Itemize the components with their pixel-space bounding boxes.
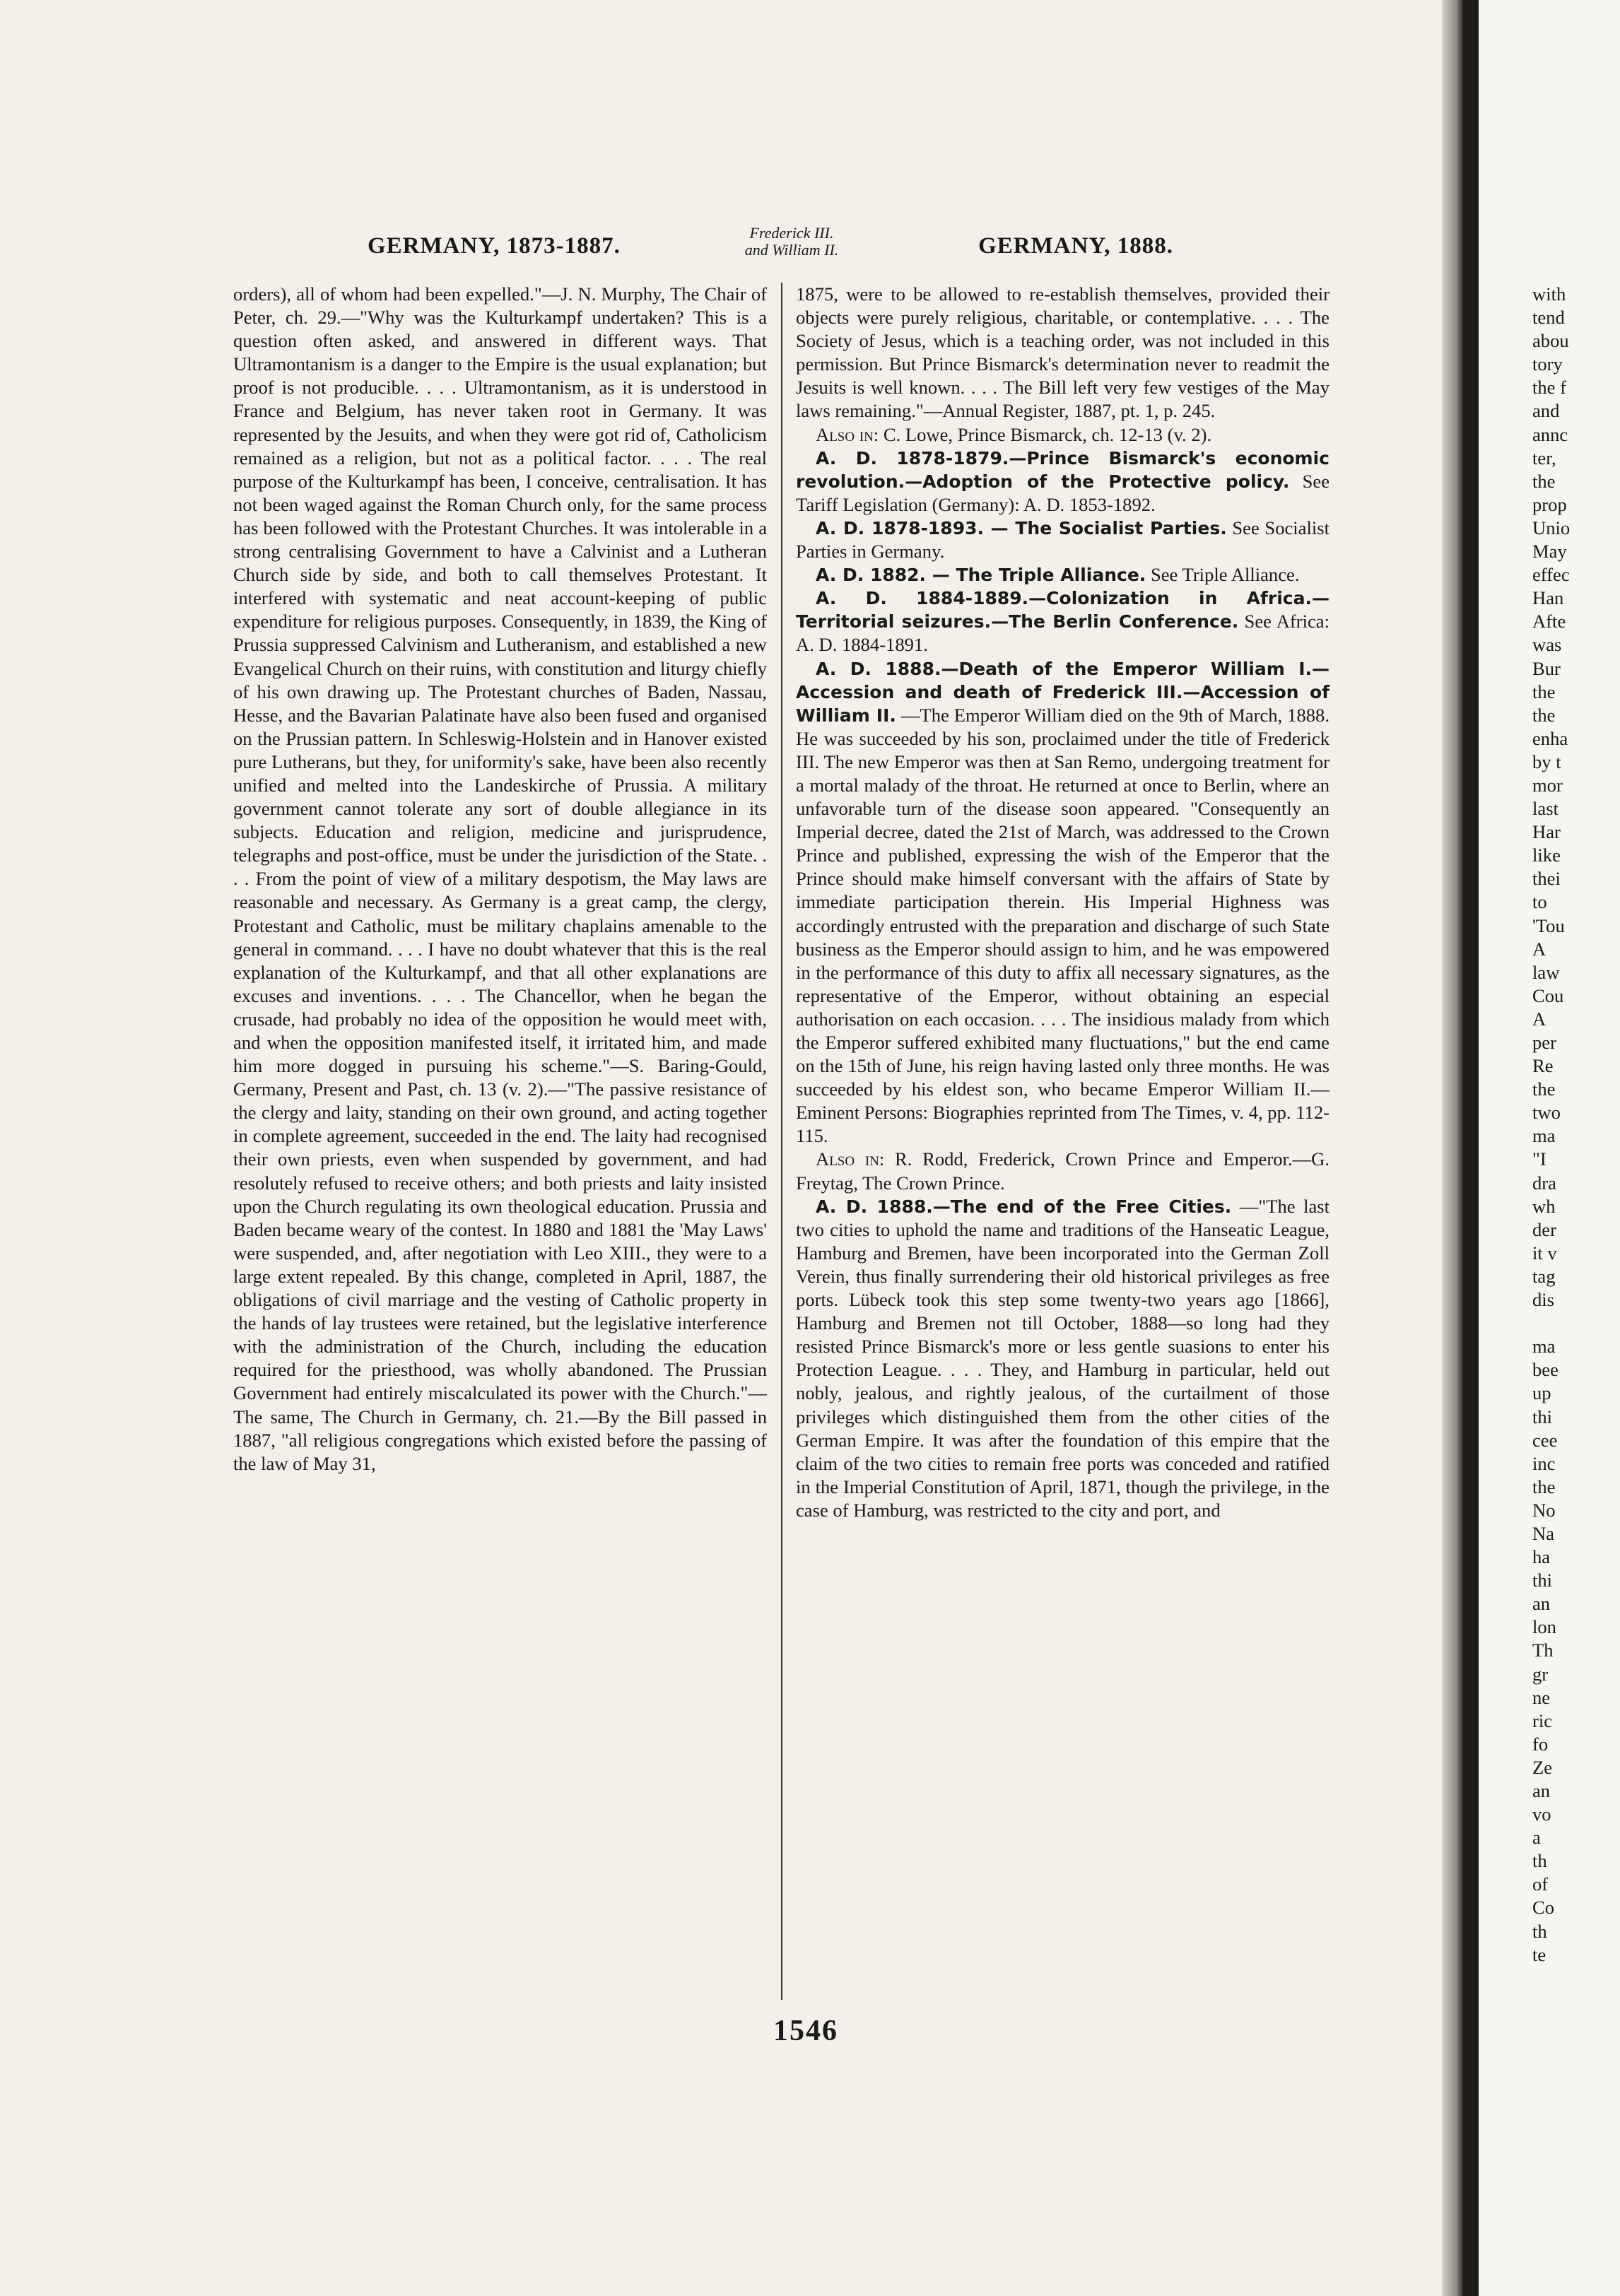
entry-heading: A. D. 1888.—The end of the Free Cities.: [816, 1196, 1232, 1217]
fragment-line: law: [1532, 961, 1560, 983]
entry-1888-free-cities: [796, 1195, 1330, 1522]
entry-heading: A. D. 1878-1893. — The Socialist Parties.: [816, 517, 1227, 538]
right-column-intro: 1875, were to be allowed to re-establish themselves, provided their objects were purely religious, charitable, or contemplative. . . . The Society of Jesus, which is a teaching order, was not included in this permission. But Prince Bismarck's determination never to readmit the Jesuits is well known. . . . The Bill left very few vestiges of the May laws remaining."—Annual Register, 1887, pt. 1, p. 245.: [796, 283, 1330, 422]
fragment-line: [1532, 1312, 1589, 1335]
fragment-line: ha: [1532, 1546, 1551, 1568]
also-in-label: Also in:: [816, 1148, 885, 1170]
fragment-line: cee: [1532, 1429, 1558, 1451]
fragment-line: tag: [1532, 1265, 1556, 1287]
fragment-line: Bur: [1532, 657, 1561, 679]
fragment-line: Han: [1532, 587, 1564, 609]
fragment-line: of: [1532, 1873, 1549, 1895]
entry-1882: [796, 563, 1330, 587]
fragment-line: vo: [1532, 1803, 1551, 1825]
entry-text: See Africa: A. D. 1884-1891.: [796, 611, 1330, 656]
fragment-line: Th: [1532, 1639, 1554, 1661]
fragment-line: like: [1532, 844, 1561, 866]
fragment-line: ma: [1532, 1336, 1556, 1358]
fragment-line: 'Tou: [1532, 914, 1565, 936]
fragment-line: prop: [1532, 493, 1567, 515]
fragment-line: A: [1532, 1008, 1546, 1030]
column-rule: [781, 283, 782, 2000]
left-column-text: orders), all of whom had been expelled."—J. N. Murphy, The Chair of Peter, ch. 29.—"Why was the Kulturkampf undertaken? This is a question often asked, and answered in different ways. That Ultramontanism is a danger to the Empire is the usual explanation; but proof is not producible. . . . Ultramontanism, as it is understood in France and Belgium, has never taken root in Germany. It was represented by the Jesuits, and when they were got rid of, Catholicism remained as a religion, but not as a political factor. . . . The real purpose of the Kulturkampf has been, I conceive, centralisation. It has not been waged against the Roman Church only, for the same process has been followed with the Protestant Churches. It was intolerable in a strong centralising Government to have a Calvinist and a Lutheran Church side by side, and both to call themselves Protestant. It interfered with systematic and neat account-keeping of public expenditure for religious purposes. Consequently, in 1839, the King of Prussia suppressed Calvinism and Lutheranism, and established a new Evangelical Church on their ruins, with constitution and liturgy chiefly of his own drawing up. The Protestant churches of Baden, Nassau, Hesse, and the Bavarian Palatinate have also been fused and organised on the Prussian pattern. In Schleswig-Holstein and in Hanover existed pure Lutherans, but they, for uniformity's sake, have been also recently unified and melted into the Landeskirche of Prussia. A military government cannot tolerate any sort of double allegiance in its subjects. Education and religion, medicine and jurisprudence, telegraphs and post-office, must be under the jurisdiction of the State. . . . From the point of view of a military despotism, the May laws are reasonable and necessary. As Germany is a great camp, the clergy, Protestant and Catholic, must be military chaplains amenable to the general in command. . . . I have no doubt whatever that this is the real explanation of the Kulturkampf, and that all other explanations are excuses and inventions. . . . The Chancellor, when he began the crusade, had probably no idea of the opposition he would meet with, and when the opposition manifested itself, it irritated him, and made him more dogged in pursuing his scheme."—S. Baring-Gould, Germany, Present and Past, ch. 13 (v. 2).—"The passive resistance of the clergy and laity, standing on their own ground, and acting together in complete agreement, succeeded in the end. The laity had recognised their own priests, even when suspended by government, and had resolutely refused to receive others; and both priests and laity insisted upon the Church regulating its own theological education. Prussia and Baden became weary of the contest. In 1880 and 1881 the 'May Laws' were suspended, and, after negotiation with Leo XIII., they were to a large extent repealed. By this change, completed in April, 1887, the obligations of civil marriage and the vesting of Catholic property in the hands of lay trustees were retained, but the legislative interference with the administration of the Church, including the education required for the priesthood, was wholly abandoned. The Prussian Government had entirely miscalculated its power with the Church."—The same, The Church in Germany, ch. 21.—By the Bill passed in 1887, "all religious congregations which existed before the passing of the law of May 31,: [233, 283, 767, 1474]
also-in-2: [796, 1148, 1330, 1194]
fragment-line: up: [1532, 1382, 1551, 1404]
fragment-line: ter,: [1532, 447, 1556, 469]
entry-1884-1889: [796, 587, 1330, 657]
fragment-line: two: [1532, 1102, 1561, 1124]
fragment-line: th: [1532, 1920, 1547, 1942]
page-gutter-shadow: [1442, 0, 1463, 2296]
fragment-line: an: [1532, 1593, 1551, 1615]
entry-1878-1893: [796, 517, 1330, 563]
fragment-line: te: [1532, 1943, 1546, 1965]
fragment-line: der: [1532, 1218, 1556, 1240]
page-number: 1546: [773, 2015, 838, 2047]
entry-text: See Triple Alliance.: [1150, 564, 1300, 586]
fragment-line: Har: [1532, 821, 1561, 843]
fragment-line: the: [1532, 1476, 1556, 1497]
fragment-line: thei: [1532, 868, 1561, 890]
header-right: GERMANY, 1888.: [978, 233, 1173, 259]
fragment-line: thi: [1532, 1406, 1553, 1427]
also-in-text: C. Lowe, Prince Bismarck, ch. 12-13 (v. 2).: [883, 423, 1212, 445]
fragment-line: Re: [1532, 1055, 1554, 1077]
fragment-line: thi: [1532, 1570, 1553, 1591]
fragment-line: the: [1532, 704, 1556, 726]
fragment-line: lon: [1532, 1616, 1556, 1638]
fragment-line: effec: [1532, 564, 1570, 586]
fragment-line: to: [1532, 891, 1547, 913]
fragment-line: was: [1532, 634, 1562, 656]
fragment-line: and: [1532, 400, 1560, 422]
fragment-line: fo: [1532, 1733, 1549, 1755]
fragment-line: it v: [1532, 1242, 1557, 1264]
fragment-line: the: [1532, 681, 1556, 702]
right-column: [796, 283, 1330, 1522]
fragment-line: A: [1532, 938, 1546, 960]
fragment-line: bee: [1532, 1359, 1559, 1381]
fragment-line: annc: [1532, 423, 1568, 445]
also-in-label: Also in:: [816, 423, 879, 445]
also-in-1: [796, 423, 1330, 447]
fragment-line: ma: [1532, 1125, 1556, 1147]
entry-heading: A. D. 1882. — The Triple Alliance.: [816, 565, 1146, 586]
entry-1888-death: [796, 657, 1330, 1148]
header-left: GERMANY, 1873-1887.: [368, 233, 621, 259]
header-center: [721, 225, 862, 259]
fragment-line: Afte: [1532, 611, 1566, 632]
left-column: [233, 283, 767, 1476]
fragment-line: gr: [1532, 1663, 1549, 1685]
fragment-line: the: [1532, 470, 1556, 492]
header-center-line2: and William II.: [744, 241, 839, 259]
entry-heading: A. D. 1878-1879.—Prince Bismarck's economic revolution.—Adoption of the Protective policy.: [796, 447, 1330, 492]
page-gutter-dark: [1463, 0, 1479, 2296]
fragment-line: Ze: [1532, 1756, 1553, 1778]
fragment-line: per: [1532, 1032, 1556, 1053]
fragment-line: wh: [1532, 1195, 1556, 1217]
fragment-line: ric: [1532, 1709, 1553, 1731]
fragment-line: Na: [1532, 1522, 1555, 1544]
fragment-line: Cou: [1532, 984, 1564, 1006]
fragment-line: an: [1532, 1780, 1551, 1801]
entry-text: —"The last two cities to uphold the name and traditions of the Hanseatic League, Hamburg and Bremen, have been incorporated into the German Zoll Verein, thus finally surrendering their old historical privileges as free ports. Lübeck took this step some twenty-two years ago [1866], Hamburg and Bremen not till October, 1888—so long had they resisted Prince Bismarck's more or less gentle suasions to enter his Protection League. . . . They, and Hamburg in particular, held out nobly, jealous, and rightly jealous, of the curtailment of those privileges which distinguished them from the other cities of the German Empire. It was after the foundation of this empire that the claim of the two cities to remain free ports was conceded and ratified in the Imperial Constitution of April, 1871, though the privilege, in the case of Hamburg, was restricted to the city and port, and: [796, 1195, 1330, 1521]
fragment-line: enha: [1532, 727, 1568, 749]
header-center-line1: Frederick III.: [749, 224, 834, 242]
fragment-line: dra: [1532, 1172, 1556, 1194]
running-header: [368, 225, 1173, 281]
next-page-fragment: [1532, 283, 1589, 1967]
fragment-line: ne: [1532, 1686, 1551, 1708]
fragment-line: Unio: [1532, 517, 1571, 538]
entry-heading: A. D. 1888.—Death of the Emperor William I.—Accession and death of Frederick III.—Accession of William II.: [796, 658, 1330, 726]
entry-1878-1879: [796, 447, 1330, 517]
fragment-line: No: [1532, 1499, 1556, 1521]
fragment-line: a: [1532, 1827, 1541, 1849]
fragment-line: th: [1532, 1850, 1547, 1872]
fragment-line: by t: [1532, 750, 1561, 772]
fragment-line: "I: [1532, 1148, 1546, 1170]
also-in-text: R. Rodd, Frederick, Crown Prince and Emperor.—G. Freytag, The Crown Prince.: [796, 1148, 1330, 1194]
fragment-line: dis: [1532, 1289, 1555, 1311]
fragment-line: Co: [1532, 1897, 1555, 1919]
fragment-line: May: [1532, 541, 1567, 563]
fragment-line: abou: [1532, 330, 1569, 352]
entry-text: See Tariff Legislation (Germany): A. D. 1853-1892.: [796, 470, 1330, 515]
fragment-line: tory: [1532, 353, 1563, 375]
fragment-line: mor: [1532, 774, 1563, 796]
fragment-line: inc: [1532, 1452, 1556, 1474]
fragment-line: the: [1532, 1078, 1556, 1100]
entry-text: See Socialist Parties in Germany.: [796, 517, 1330, 563]
entry-heading: A. D. 1884-1889.—Colonization in Africa.—Territorial seizures.—The Berlin Conference.: [796, 588, 1330, 632]
fragment-line: tend: [1532, 307, 1565, 329]
entry-text: —The Emperor William died on the 9th of March, 1888. He was succeeded by his son, proclaimed under the title of Frederick III. The new Emperor was then at San Remo, undergoing treatment for a mortal malady of the throat. He returned at once to Berlin, where an unfavorable turn of the disease soon appeared. "Consequently an Imperial decree, dated the 21st of March, was addressed to the Crown Prince and published, expressing the wish of the Emperor that the Prince should make himself conversant with the affairs of State by immediate participation therein. His Imperial Highness was accordingly entrusted with the preparation and discharge of such State business as the Emperor should assign to him, and he was empowered in the performance of this duty to affix all necessary signatures, as the representative of the Emperor, without obtaining an especial authorisation on each occasion. . . . The insidious malady from which the Emperor suffered exhibited many fluctuations," but the end came on the 15th of June, his reign having lasted only three months. He was succeeded by his eldest son, who became Emperor William II.—Eminent Persons: Biographies reprinted from The Times, v. 4, pp. 112-115.: [796, 704, 1330, 1147]
fragment-line: last: [1532, 798, 1559, 820]
fragment-line: the f: [1532, 377, 1566, 399]
fragment-line: with: [1532, 283, 1566, 305]
